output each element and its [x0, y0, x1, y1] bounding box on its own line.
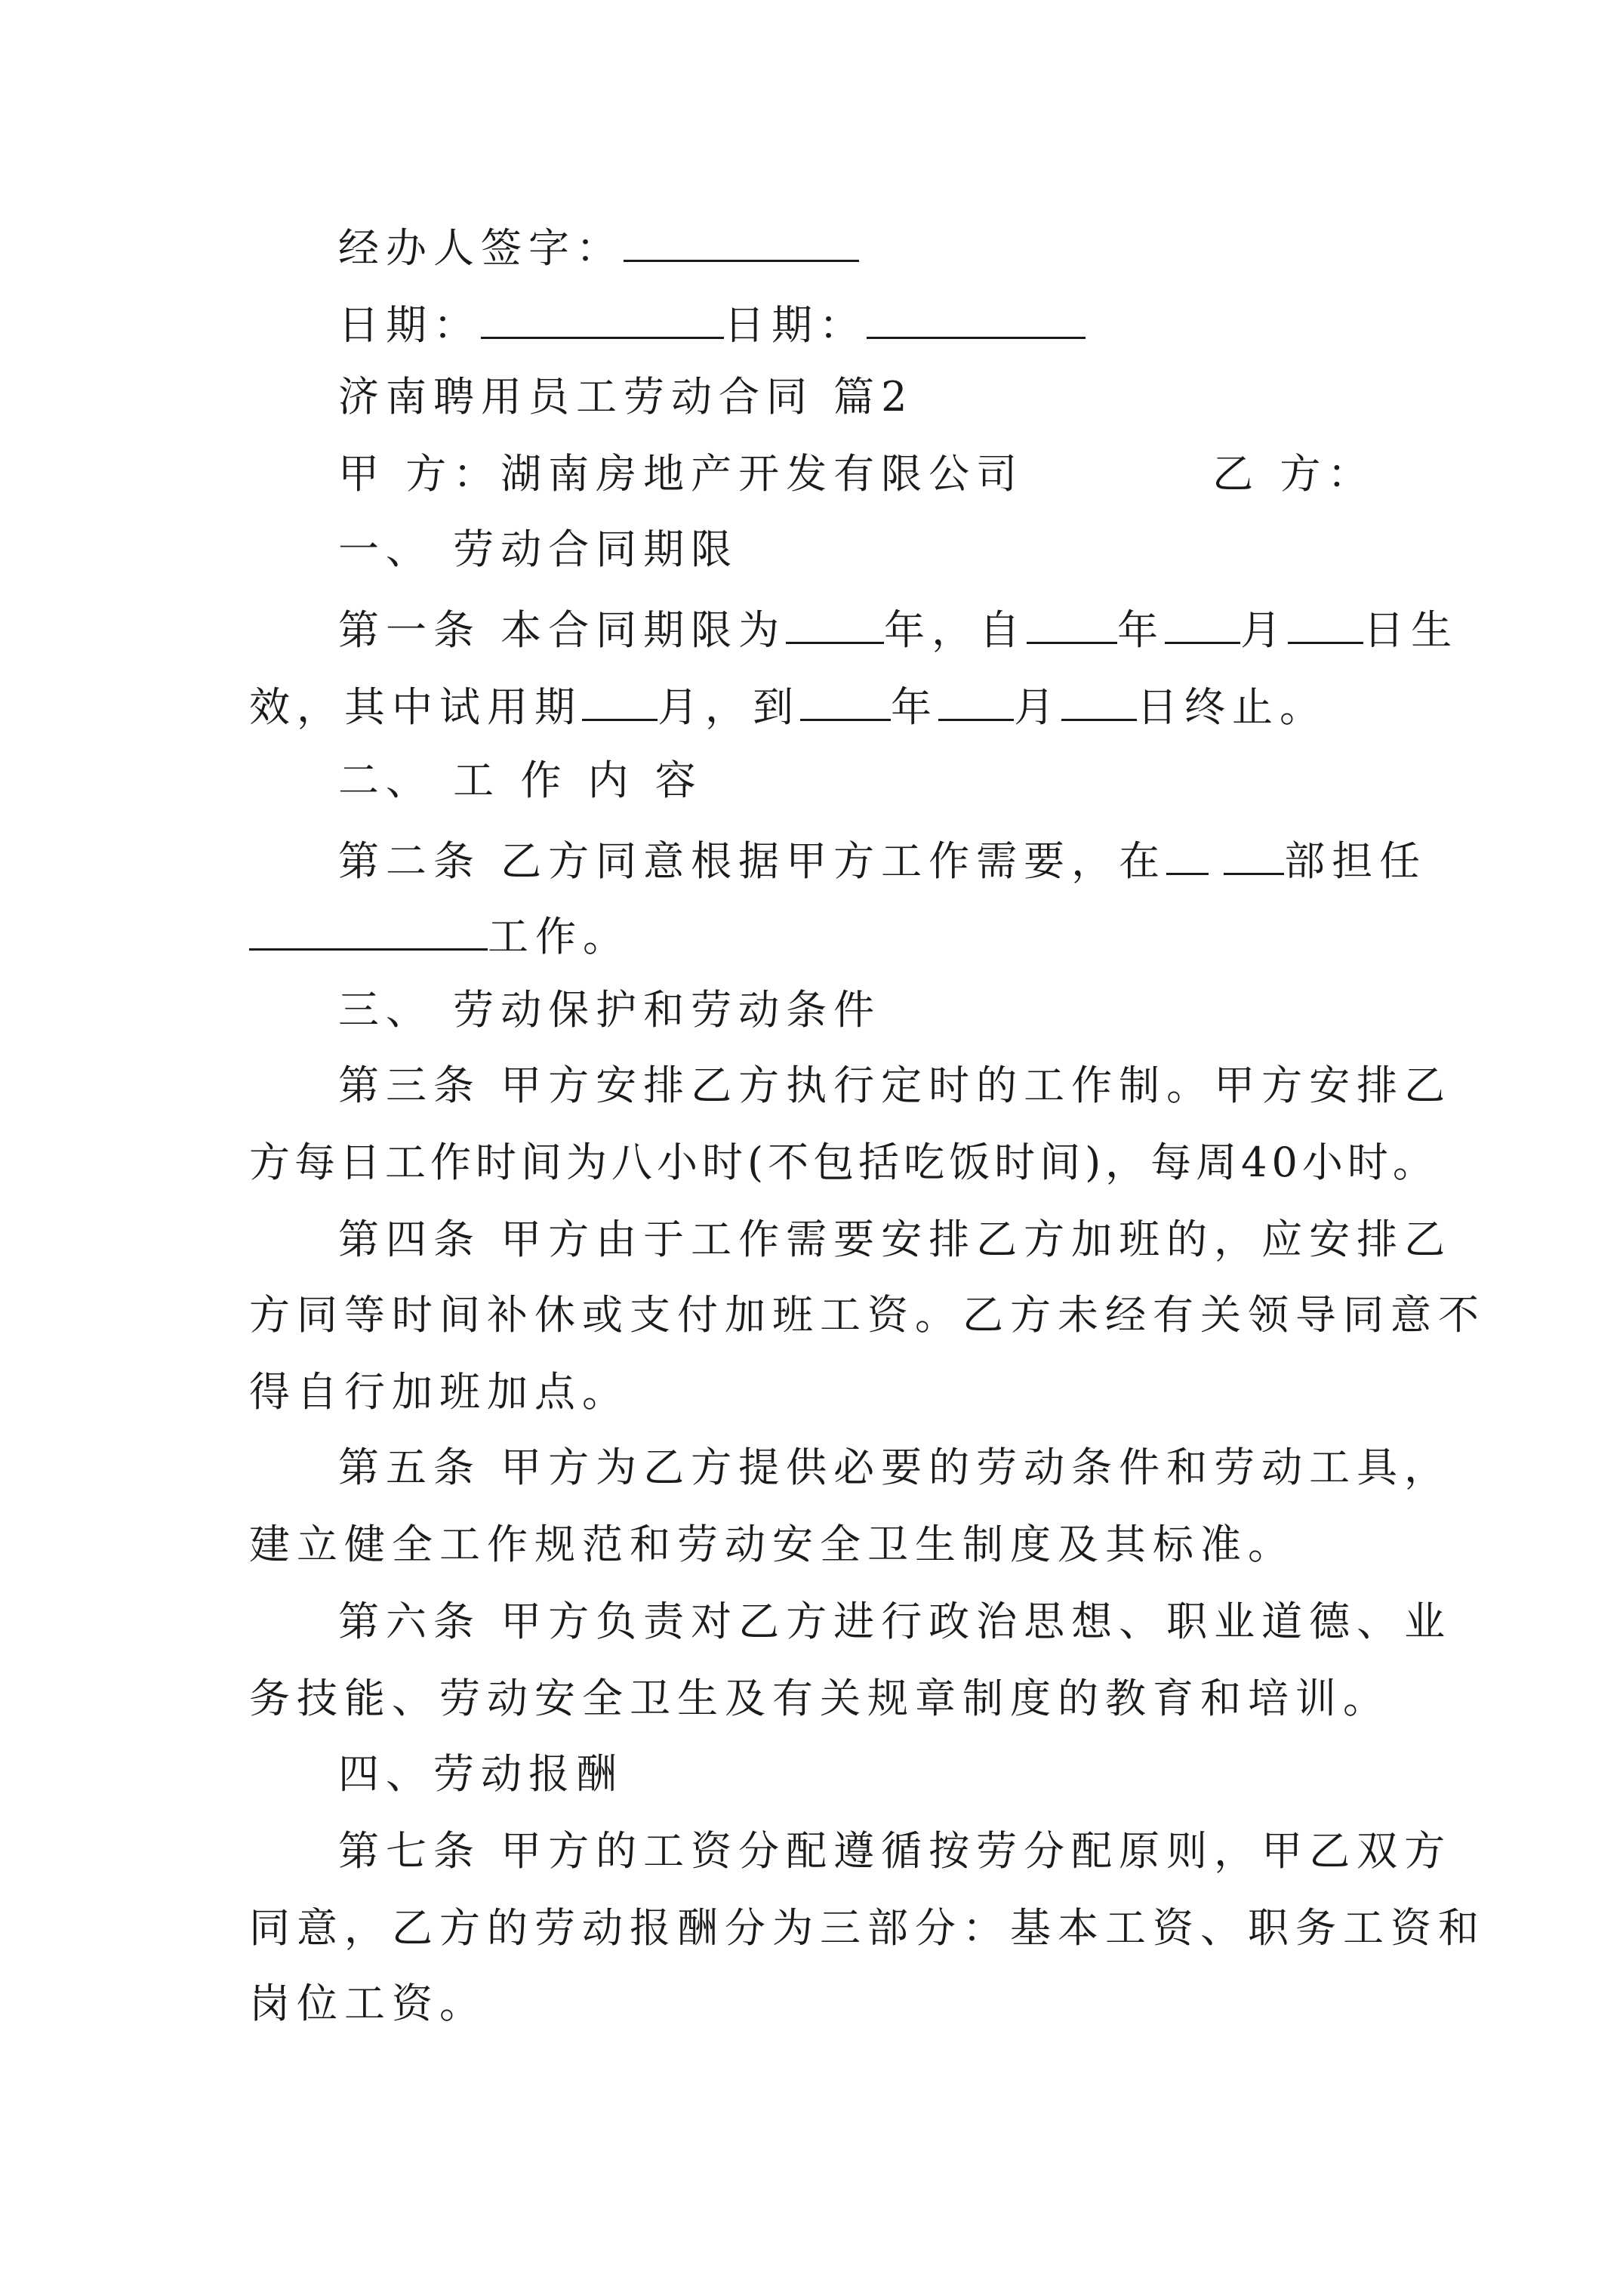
- article-1-text-g: 月，到: [658, 683, 800, 731]
- date-blank-2: [867, 297, 1086, 339]
- article-7-line-1: 第七条 甲方的工资分配遵循按劳分配原则，甲乙双方: [338, 1827, 1452, 1875]
- start-day-blank: [1288, 603, 1363, 644]
- article-4-line-3: 得自行加班加点。: [249, 1368, 630, 1416]
- article-7-line-2: 同意，乙方的劳动报酬分为三部分：基本工资、职务工资和: [249, 1904, 1486, 1952]
- department-blank-2: [1224, 834, 1284, 875]
- section-heading-4: 四、劳动报酬: [338, 1750, 624, 1798]
- contract-title: 济南聘用员工劳动合同 篇2: [338, 373, 914, 421]
- probation-month-blank: [582, 680, 658, 721]
- article-1-text-e: 日生: [1363, 606, 1459, 654]
- article-3-line-1: 第三条 甲方安排乙方执行定时的工作制。甲方安排乙: [338, 1062, 1452, 1109]
- signer-label: 经办人签字：: [338, 224, 624, 272]
- article-6-line-2: 务技能、劳动安全卫生及有关规章制度的教育和培训。: [249, 1675, 1390, 1722]
- date-label-1: 日期：: [338, 301, 481, 349]
- article-2-text-c: 工作。: [488, 913, 630, 960]
- article-1-line-1: [338, 603, 1458, 655]
- signature-blank: [624, 220, 859, 262]
- section-heading-3: 三、 劳动保护和劳动条件: [338, 986, 882, 1034]
- article-1-text-d: 月: [1240, 606, 1289, 654]
- article-7-line-3: 岗位工资。: [249, 1980, 487, 2027]
- article-1-text-i: 月: [1014, 683, 1061, 731]
- party-a: 甲 方：湖南房地产开发有限公司: [338, 450, 1024, 498]
- article-1-text-j: 日终止。: [1137, 683, 1327, 731]
- article-1-text-a: 第一条 本合同期限为: [338, 606, 787, 654]
- position-blank: [249, 909, 488, 951]
- article-4-line-1: 第四条 甲方由于工作需要安排乙方加班的，应安排乙: [338, 1216, 1452, 1263]
- article-2-text-b: 部担任: [1284, 837, 1427, 885]
- party-a-line: [338, 450, 1375, 498]
- date-line: [338, 297, 1086, 350]
- article-2-text-a: 第二条 乙方同意根据甲方工作需要，在: [338, 837, 1167, 885]
- article-2-line-2: [249, 909, 630, 961]
- article-1-text-b: 年，自: [884, 606, 1027, 654]
- article-5-line-1: 第五条 甲方为乙方提供必要的劳动条件和劳动工具，: [338, 1444, 1452, 1491]
- article-1-line-2: [249, 680, 1327, 732]
- end-month-blank: [938, 680, 1014, 721]
- end-year-blank: [800, 680, 891, 721]
- article-1-text-h: 年: [891, 683, 938, 731]
- article-3-line-2: 方每日工作时间为八小时(不包括吃饭时间)，每周40小时。: [249, 1139, 1438, 1186]
- article-2-line-1: [338, 834, 1427, 886]
- section-heading-2: 二、 工 作 内 容: [338, 757, 703, 804]
- article-6-line-1: 第六条 甲方负责对乙方进行政治思想、职业道德、业: [338, 1598, 1452, 1645]
- article-4-line-2: 方同等时间补休或支付加班工资。乙方未经有关领导同意不: [249, 1291, 1486, 1339]
- article-1-text-f: 效，其中试用期: [249, 683, 582, 731]
- date-blank-1: [481, 297, 724, 339]
- date-label-2: 日期：: [724, 301, 867, 349]
- start-year-blank: [1027, 603, 1117, 644]
- end-day-blank: [1061, 680, 1137, 721]
- signature-line: [338, 220, 859, 273]
- years-blank: [786, 603, 884, 644]
- party-b: 乙 方：: [1212, 450, 1375, 498]
- article-5-line-2: 建立健全工作规范和劳动安全卫生制度及其标准。: [249, 1521, 1295, 1568]
- department-blank-1: [1166, 834, 1209, 875]
- start-month-blank: [1165, 603, 1240, 644]
- section-heading-1: 一、 劳动合同期限: [338, 525, 739, 573]
- article-1-text-c: 年: [1117, 606, 1166, 654]
